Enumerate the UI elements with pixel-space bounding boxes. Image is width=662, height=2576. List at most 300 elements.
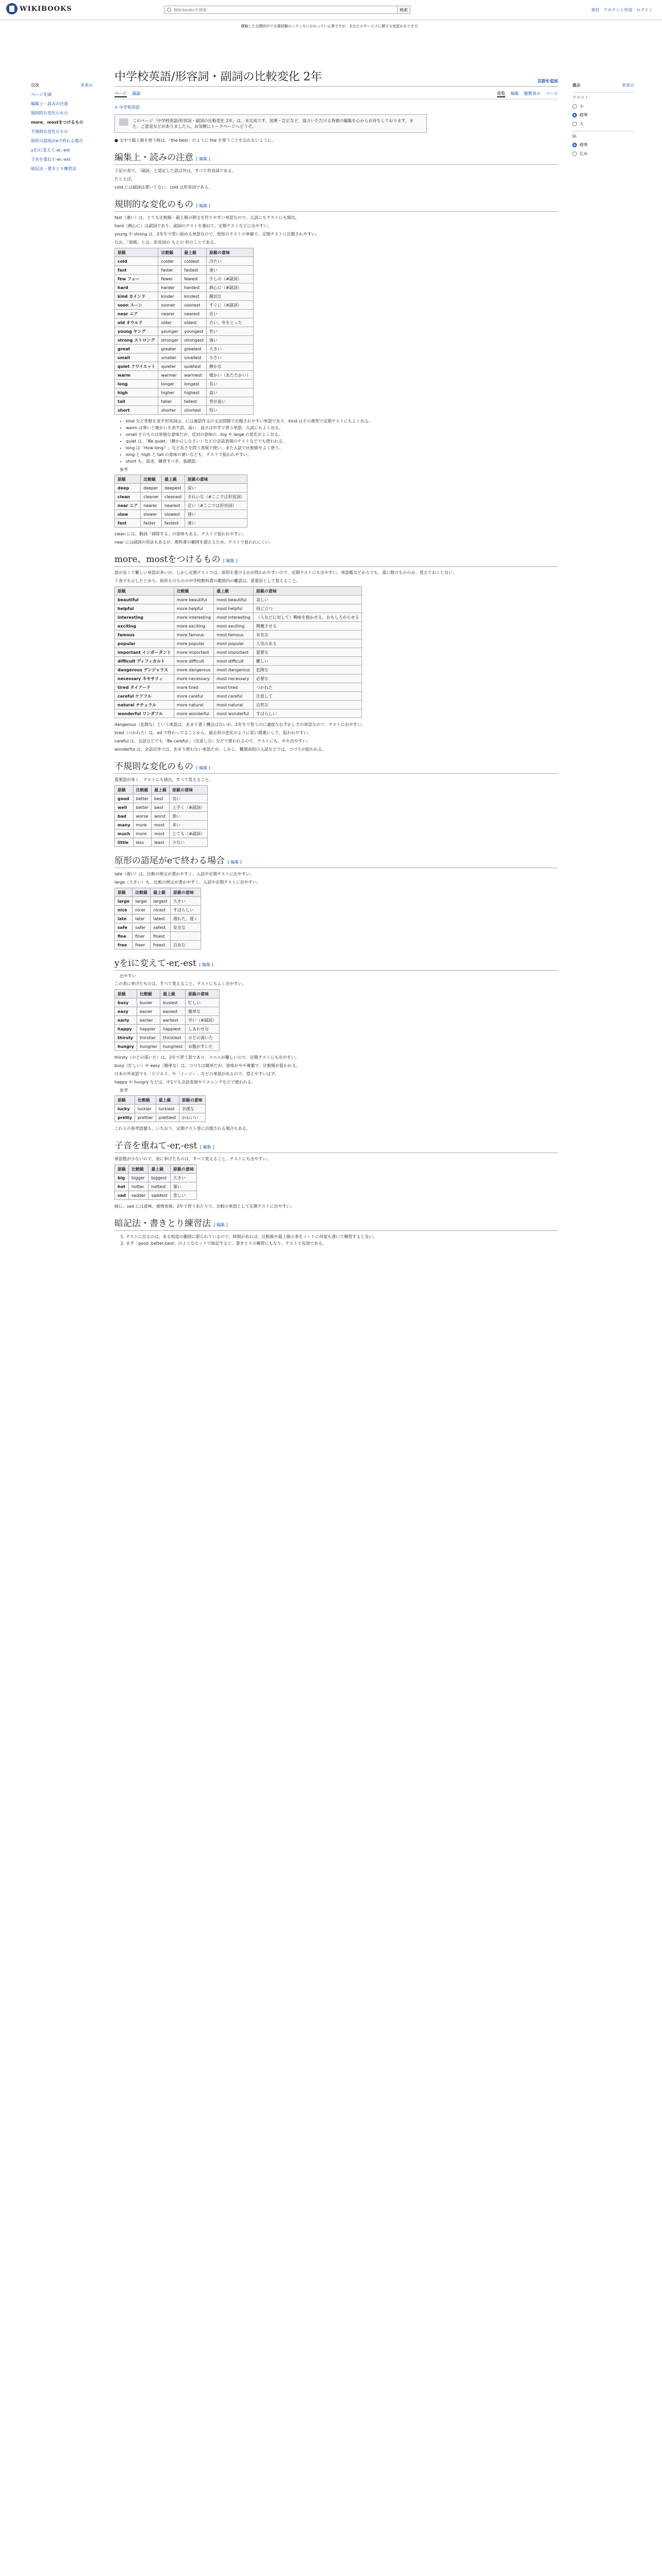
table-cell: 簡単な bbox=[186, 1007, 220, 1016]
table-row bbox=[115, 794, 208, 803]
table-cell: more bbox=[133, 821, 151, 829]
table-cell: earliest bbox=[160, 1016, 186, 1025]
table-cell: more careful bbox=[174, 692, 213, 701]
comparison-table bbox=[114, 1095, 206, 1122]
table-cell: fastest bbox=[181, 266, 207, 275]
table-cell: fast bbox=[115, 519, 141, 528]
table-row bbox=[115, 406, 254, 415]
column-header: 比較級 bbox=[135, 1096, 156, 1105]
edit-section-link[interactable]: [ 編集 ] bbox=[227, 860, 242, 865]
table-cell: 静かな bbox=[206, 362, 253, 371]
table-cell: late bbox=[115, 914, 133, 923]
table-row bbox=[115, 803, 208, 812]
table-cell: deeper bbox=[141, 484, 162, 493]
table-row bbox=[115, 327, 254, 336]
table-row bbox=[115, 829, 208, 838]
page-tabs bbox=[114, 91, 558, 99]
table-cell: しあわせな bbox=[186, 1025, 220, 1033]
table-cell: 冷たい bbox=[206, 257, 253, 266]
table-row bbox=[115, 622, 362, 631]
section-heading: 編集上・読みの注意 [ 編集 ] bbox=[114, 150, 558, 165]
radio-icon bbox=[572, 151, 577, 156]
column-header: 最上級 bbox=[181, 248, 207, 257]
table-row bbox=[115, 345, 254, 353]
section-heading: 暗記法・書きとり練習法 [ 編集 ] bbox=[114, 1216, 558, 1231]
table-cell: 短い bbox=[206, 406, 253, 415]
table-cell: 必要な bbox=[253, 674, 362, 683]
list-item: • long と high と tall の意味の違いなども、テストで狙われやすい。 bbox=[126, 451, 558, 458]
table-cell: warm bbox=[115, 371, 158, 380]
toc-item[interactable]: 規則的な変化のもの bbox=[31, 111, 68, 115]
table-cell: wonderful ワンダフル bbox=[115, 709, 174, 718]
table-cell: 良い bbox=[170, 794, 208, 803]
table-cell: oldest bbox=[181, 318, 207, 327]
table-cell: hotter bbox=[129, 1182, 148, 1191]
column-header: 比較級 bbox=[174, 587, 213, 596]
paragraph: happy や hungry などは、中1でも会話表現やリスニングなどで使われる。 bbox=[114, 1080, 256, 1084]
column-header: 原級の意味 bbox=[170, 1165, 196, 1174]
table-cell: better bbox=[133, 794, 151, 803]
table-cell: 人気のある bbox=[253, 639, 362, 648]
table-cell: short bbox=[115, 406, 158, 415]
table-cell: すばらしい bbox=[253, 709, 362, 718]
table-cell: （人などに対して）興味を抱かせる、おもしろがらせる bbox=[253, 613, 362, 622]
table-cell: safest bbox=[151, 923, 171, 932]
table-cell: natural ナチュラル bbox=[115, 701, 174, 709]
table-cell: とても（#副詞） bbox=[170, 829, 208, 838]
table-cell: slower bbox=[141, 510, 162, 519]
table-header-row bbox=[115, 248, 254, 257]
table-cell: hard bbox=[115, 283, 158, 292]
table-cell: hottest bbox=[148, 1182, 170, 1191]
table-cell: すぐに（#副詞） bbox=[206, 301, 253, 310]
table-cell: easier bbox=[137, 1007, 160, 1016]
table-cell: cold bbox=[115, 257, 158, 266]
table-cell: biggest bbox=[148, 1174, 170, 1182]
table-cell: longest bbox=[181, 380, 207, 388]
table-cell: hardest bbox=[181, 283, 207, 292]
list-item: • kind など性格を表す形容詞は、には連語作文の文法問題で出題されやすい単語であり、kind はその典型で定期テストにもよく出る。 bbox=[126, 418, 558, 425]
table-cell: nearest bbox=[181, 310, 207, 318]
table-cell: most natural bbox=[214, 701, 254, 709]
table-cell: worse bbox=[133, 812, 151, 821]
table-cell: most beautiful bbox=[214, 596, 254, 604]
text-size-standard[interactable]: 標準 bbox=[572, 112, 634, 118]
edit-section-link[interactable]: [ 編集 ] bbox=[196, 204, 210, 208]
table-header-row bbox=[115, 990, 220, 998]
paragraph: なお、「原級」とは、形容詞の もとの 形のことである。 bbox=[114, 240, 219, 245]
bullet-label: 参考 bbox=[120, 467, 128, 472]
toc-item[interactable]: 不規則な変化のもの bbox=[31, 129, 68, 134]
bullet-label: 出やすい bbox=[120, 974, 136, 978]
table-cell: youngest bbox=[181, 327, 207, 336]
column-header: 比較級 bbox=[137, 990, 160, 998]
table-cell: すばらしい bbox=[170, 906, 201, 914]
table-cell: sadder bbox=[129, 1191, 148, 1200]
site-logo[interactable] bbox=[6, 3, 72, 14]
table-cell: well bbox=[115, 803, 134, 812]
table-row bbox=[115, 648, 362, 657]
table-cell: quieter bbox=[158, 362, 181, 371]
table-cell: long bbox=[115, 380, 158, 388]
intro-text: ● 文中で最上級を使う時は、「the best」のように the を使うことを忘れないように。 bbox=[114, 138, 276, 143]
table-cell: more wonderful bbox=[174, 709, 213, 718]
table-cell: smaller bbox=[158, 353, 181, 362]
table-cell: 重要な bbox=[253, 648, 362, 657]
table-cell: best bbox=[152, 803, 170, 812]
paragraph: これらの参考語彙も、いちおう、定期テスト等に出題される場合もある。 bbox=[114, 1126, 251, 1131]
paragraph: late（遅い）は、比較の例文が書かやすく、入試や定期テストに出やすい。 bbox=[114, 872, 254, 876]
table-row bbox=[115, 336, 254, 345]
table-cell: more natural bbox=[174, 701, 213, 709]
column-header: 最上級 bbox=[148, 1165, 170, 1174]
list-item: • quiet は、「Be quiet」（静かにしなさい）などの会話表現のテストなどでも使われる。 bbox=[126, 438, 558, 445]
table-cell: nearer bbox=[141, 501, 162, 510]
table-cell: exciting bbox=[115, 622, 174, 631]
table-cell: strongest bbox=[181, 336, 207, 345]
appearance-panel bbox=[572, 82, 634, 160]
table-cell: deep bbox=[115, 484, 141, 493]
table-cell: most wonderful bbox=[214, 709, 254, 718]
table-cell: 幸運な bbox=[179, 1105, 205, 1113]
table-cell: later bbox=[133, 914, 151, 923]
table-cell: largest bbox=[151, 897, 171, 906]
section-heading: 規則的な変化のもの [ 編集 ] bbox=[114, 197, 558, 212]
table-cell: higher bbox=[158, 388, 181, 397]
list-item: • short も、前述、練習すべき、基礎語。 bbox=[126, 458, 558, 465]
table-cell: fine bbox=[115, 932, 133, 941]
table-cell: faster bbox=[158, 266, 181, 275]
table-of-contents bbox=[31, 82, 93, 175]
table-cell: 難しい bbox=[253, 657, 362, 666]
table-cell: 親切な bbox=[206, 292, 253, 301]
table-cell: bad bbox=[115, 812, 134, 821]
paragraph: busy（忙しい）や easy（簡単な）は、つづりは簡単だが、意味がやや複雑で、比較級が狙われる。 bbox=[114, 1063, 301, 1068]
column-header: 原級 bbox=[115, 1165, 129, 1174]
column-header: 最上級 bbox=[152, 786, 170, 794]
table-cell: busiest bbox=[160, 998, 186, 1007]
radio-icon bbox=[572, 122, 577, 126]
table-cell: 悪い bbox=[170, 812, 208, 821]
table-cell: fewer bbox=[158, 275, 181, 283]
table-cell: lucky bbox=[115, 1105, 135, 1113]
table-cell: famous bbox=[115, 631, 174, 639]
table-cell: coldest bbox=[181, 257, 207, 266]
table-cell: 大きい bbox=[206, 345, 253, 353]
table-cell: 早い（#副詞） bbox=[186, 1016, 220, 1025]
tab-history[interactable]: 履歴表示 bbox=[524, 91, 541, 96]
table-cell: harder bbox=[158, 283, 181, 292]
table-cell: nearer bbox=[158, 310, 181, 318]
paragraph: たとえば、 bbox=[114, 177, 135, 181]
login-link[interactable]: ログイン bbox=[636, 8, 653, 12]
table-cell: more necessary bbox=[174, 674, 213, 683]
edit-section-link[interactable]: [ 編集 ] bbox=[213, 1223, 228, 1227]
table-header-row bbox=[115, 888, 201, 897]
table-cell: safe bbox=[115, 923, 133, 932]
table-row bbox=[115, 906, 201, 914]
column-header: 原級の意味 bbox=[206, 248, 253, 257]
paragraph: 下記の表で、「副詞」と認定した語は外は、すべて形容詞である。 bbox=[114, 168, 236, 173]
table-cell: kindest bbox=[181, 292, 207, 301]
column-header: 比較級 bbox=[158, 248, 181, 257]
paragraph: young や strong は、2年生で習い始める単語なので、原形のテストの単確で、定期テストに出題されやすい。 bbox=[114, 232, 320, 236]
column-header: 原級の意味 bbox=[185, 475, 247, 484]
appearance-header: 非表示 表示 bbox=[572, 83, 634, 88]
table-row bbox=[115, 257, 254, 266]
table-row bbox=[115, 613, 362, 622]
table-cell: most interesting bbox=[214, 613, 254, 622]
table-cell: happier bbox=[137, 1025, 160, 1033]
edit-section-link[interactable]: [ 編集 ] bbox=[196, 157, 210, 161]
tab-edit[interactable]: 編集 bbox=[510, 91, 519, 96]
tab-discussion[interactable]: 議論 bbox=[131, 91, 140, 96]
paragraph: near には副詞の用法もあるが、教科書の範囲を超えるため、テストで狙われにくい。 bbox=[114, 540, 274, 545]
table-cell: fewest bbox=[181, 275, 207, 283]
search-icon bbox=[167, 8, 171, 12]
table-row bbox=[115, 941, 201, 950]
paragraph: cold には副詞は書いてない。cold は形容詞である。 bbox=[114, 185, 213, 190]
table-cell: faster bbox=[141, 519, 162, 528]
toc-item[interactable]: ページ先頭 bbox=[31, 92, 52, 97]
table-row bbox=[115, 283, 254, 292]
add-language-button[interactable]: 言語を追加 bbox=[537, 79, 558, 83]
paragraph: fast（速い）は、とても比較級・最上級の例文を作りやすい単語なので、入試にもテストにも頻出。 bbox=[114, 215, 300, 220]
section-heading: 不規則な変化のもの [ 編集 ] bbox=[114, 759, 558, 774]
edit-section-link[interactable]: [ 編集 ] bbox=[196, 766, 210, 770]
toc-item[interactable]: yをiに変えて-er,-est bbox=[31, 148, 70, 152]
column-header: 最上級 bbox=[156, 1096, 179, 1105]
table-cell: 安全な bbox=[170, 923, 201, 932]
table-cell: more tired bbox=[174, 683, 213, 692]
width-wide[interactable]: 広め bbox=[572, 151, 634, 157]
table-cell: 大きい bbox=[170, 897, 201, 906]
table-cell: busier bbox=[137, 998, 160, 1007]
table-cell: earlier bbox=[137, 1016, 160, 1025]
table-row bbox=[115, 812, 208, 821]
table-cell: necessary ネセサリィ bbox=[115, 674, 174, 683]
table-cell: best bbox=[152, 794, 170, 803]
table-cell: deepest bbox=[161, 484, 185, 493]
table-cell: 若い bbox=[206, 327, 253, 336]
table-cell: helpful bbox=[115, 604, 174, 613]
edit-section-link[interactable]: [ 編集 ] bbox=[199, 962, 213, 967]
table-cell: 深い bbox=[185, 484, 247, 493]
table-cell: slow bbox=[115, 510, 141, 519]
paragraph: thirsty（のどの渇いた）は、2年で習う語であり、スペルが難しいので、定期テストにも出やすい。 bbox=[114, 1055, 300, 1060]
page-title: 中学校英語/形容詞・副詞の比較変化 2年 bbox=[114, 68, 558, 87]
table-cell: greatest bbox=[181, 345, 207, 353]
table-cell: finest bbox=[151, 932, 171, 941]
table-cell: more helpful bbox=[174, 604, 213, 613]
list-item: • warm は寒いと暖かいを表す語、高い、高さは中学で習う単語、入試にもよく出る。 bbox=[126, 425, 558, 431]
width-standard[interactable]: 標準 bbox=[572, 142, 634, 148]
donate-link[interactable]: 寄付 bbox=[591, 8, 600, 12]
table-cell: easiest bbox=[160, 1007, 186, 1016]
text-size-large[interactable]: 大 bbox=[572, 121, 634, 127]
paragraph: careful は、会話などでも「Be careful.」（注意しな）などで使われるので、テストにも、やや出やすい。 bbox=[114, 739, 311, 743]
table-row bbox=[115, 596, 362, 604]
table-cell: more dangerous bbox=[174, 666, 213, 674]
table-cell: stronger bbox=[158, 336, 181, 345]
user-links bbox=[591, 7, 653, 13]
table-row bbox=[115, 493, 247, 501]
table-cell: young ヤング bbox=[115, 327, 158, 336]
table-cell: interesting bbox=[115, 613, 174, 622]
table-cell: luckier bbox=[135, 1105, 156, 1113]
paragraph: large（大きい）も、比較の例文が書かやすく、入試や定期テストに出やすい。 bbox=[114, 880, 261, 885]
table-cell: thirstier bbox=[137, 1033, 160, 1042]
table-cell: most bbox=[152, 829, 170, 838]
table-cell: hungrier bbox=[137, 1042, 160, 1051]
paragraph: 暗に、sad には意味、感情表現、2年で習うあたりで、比較の単語として定期テストに出やすい。 bbox=[114, 1204, 295, 1209]
table-row bbox=[115, 821, 208, 829]
table-cell: 強い bbox=[206, 336, 253, 345]
table-cell: prettier bbox=[135, 1113, 156, 1122]
table-cell: 注意して bbox=[253, 692, 362, 701]
comparison-table bbox=[114, 248, 254, 415]
practice-list bbox=[114, 1233, 558, 1247]
table-cell: kind カインド bbox=[115, 292, 158, 301]
table-cell: nearest bbox=[161, 501, 185, 510]
table-row bbox=[115, 510, 247, 519]
table-row bbox=[115, 501, 247, 510]
column-header: 原級の意味 bbox=[170, 888, 201, 897]
toc-item[interactable]: 子音を重ねて-er,-est bbox=[31, 157, 71, 162]
breadcrumb[interactable]: < 中学校英語 bbox=[114, 105, 140, 110]
table-row bbox=[115, 301, 254, 310]
table-cell: cleanest bbox=[161, 493, 185, 501]
table-cell: near ニア bbox=[115, 310, 158, 318]
column-header: 比較級 bbox=[133, 786, 151, 794]
table-cell: 暖かい（あたたかい） bbox=[206, 371, 253, 380]
table-cell: near ニア bbox=[115, 501, 141, 510]
table-header-row bbox=[115, 1165, 197, 1174]
table-cell: 自由な bbox=[170, 941, 201, 950]
table-cell: warmest bbox=[181, 371, 207, 380]
notice-text: このページ「中学校英語/形容詞・副詞の比較変化 2年」は、未完成です。加筆・訂正など、協力いただける皆様の編集を心からお待ちしております。また、ご意見などがありましたら、お気軽にトークページへどうぞ。 bbox=[133, 118, 413, 129]
table-cell: soonest bbox=[181, 301, 207, 310]
table-cell: cleaner bbox=[141, 493, 162, 501]
table-cell: free bbox=[115, 941, 133, 950]
table-cell: clean bbox=[115, 493, 141, 501]
table-cell: most dangerous bbox=[214, 666, 254, 674]
table-header-row bbox=[115, 475, 247, 484]
site-banner: 概略した目標的中で言葉経験のノウィキにかかっている事ですが、あなたのサービスに関する変更があります。 bbox=[241, 24, 421, 28]
bullet-label: 参考 bbox=[120, 1088, 128, 1093]
appearance-hide-button[interactable]: 非表示 bbox=[622, 83, 634, 88]
table-cell: つかれた bbox=[253, 683, 362, 692]
tab-tools[interactable]: ツール bbox=[545, 91, 558, 96]
table-cell: big bbox=[115, 1174, 129, 1182]
column-header: 原級 bbox=[115, 1096, 135, 1105]
search-input[interactable] bbox=[164, 6, 410, 14]
column-header: 原級の意味 bbox=[179, 1096, 205, 1105]
table-row bbox=[115, 897, 201, 906]
table-cell: 遅い bbox=[185, 510, 247, 519]
table-cell: 大きい bbox=[170, 1174, 196, 1182]
table-cell: fast bbox=[115, 266, 158, 275]
table-cell: most helpful bbox=[214, 604, 254, 613]
table-cell: many bbox=[115, 821, 134, 829]
table-header-row bbox=[115, 587, 362, 596]
table-cell: popular bbox=[115, 639, 174, 648]
toc-hide-button[interactable]: 非表示 bbox=[80, 83, 93, 88]
create-account-link[interactable]: アカウント作成 bbox=[603, 8, 633, 12]
column-header: 原級 bbox=[115, 990, 137, 998]
table-row bbox=[115, 371, 254, 380]
table-cell: thirsty bbox=[115, 1033, 137, 1042]
table-row bbox=[115, 666, 362, 674]
table-cell: nicest bbox=[151, 906, 171, 914]
table-cell: better bbox=[133, 803, 151, 812]
table-cell: 役に立つ bbox=[253, 604, 362, 613]
search-button[interactable]: 検索 bbox=[397, 6, 410, 14]
table-cell: safer bbox=[133, 923, 151, 932]
table-cell: 高い bbox=[206, 388, 253, 397]
table-row bbox=[115, 275, 254, 283]
tab-read[interactable]: 閲覧 bbox=[497, 91, 505, 97]
paragraph: 語が長くて難しい単語が多いが、しかし定期テストでは、原形を書けるかが問われやすいので、定期テストにも出やすい。単語帳などからでも、重に数けもののみ、覚えておくと良い。 bbox=[114, 570, 457, 575]
paragraph: clean には、動詞「掃除する」の意味もある。テストで狙われやすい。 bbox=[114, 532, 246, 536]
comparison-table bbox=[114, 785, 208, 847]
table-cell: more bbox=[133, 829, 151, 838]
search-placeholder: Wikibooksを検索 bbox=[174, 8, 207, 12]
table-row bbox=[115, 604, 362, 613]
tab-page[interactable]: ページ bbox=[114, 91, 127, 97]
text-size-small[interactable]: 小 bbox=[572, 104, 634, 109]
toc-item[interactable]: 暗記法・書きとり練習法 bbox=[31, 166, 76, 171]
table-cell: prettiest bbox=[156, 1113, 179, 1122]
table-cell: hungriest bbox=[160, 1042, 186, 1051]
table-cell: nicer bbox=[133, 906, 151, 914]
paragraph: 単語数が少ないので、表に挙げたものは、すべて覚えること。テストにも出やすい。 bbox=[114, 1157, 271, 1161]
table-cell: 忙しい bbox=[186, 998, 220, 1007]
toc-item[interactable]: 原形の語尾がeで終わる場合 bbox=[31, 139, 83, 143]
edit-section-link[interactable]: [ 編集 ] bbox=[200, 1145, 214, 1149]
table-row bbox=[115, 397, 254, 406]
table-cell: worst bbox=[152, 812, 170, 821]
stub-notice bbox=[114, 114, 427, 133]
table-cell: quiet クワイエット bbox=[115, 362, 158, 371]
table-cell: 自然な bbox=[253, 701, 362, 709]
column-header: 比較級 bbox=[129, 1165, 148, 1174]
table-cell: great bbox=[115, 345, 158, 353]
table-row bbox=[115, 1016, 220, 1025]
table-cell: strong ストロング bbox=[115, 336, 158, 345]
table-cell: 多い bbox=[170, 821, 208, 829]
table-cell: 美しい bbox=[253, 596, 362, 604]
table-cell: dangerous デンジャラス bbox=[115, 666, 174, 674]
table-cell: saddest bbox=[148, 1191, 170, 1200]
toc-item[interactable]: more、mostをつけるもの bbox=[31, 120, 84, 125]
table-cell: 速い bbox=[185, 519, 247, 528]
table-cell: pretty bbox=[115, 1113, 135, 1122]
table-cell: most bbox=[152, 821, 170, 829]
table-row bbox=[115, 1025, 220, 1033]
table-cell: 熱心に（#副詞） bbox=[206, 283, 253, 292]
toc-item[interactable]: 編集上・読みの注意 bbox=[31, 101, 68, 106]
table-row bbox=[115, 692, 362, 701]
paragraph: hard（熱心に）は副詞であり、副詞のテストを兼ねて、定期テストなどに出やすい。 bbox=[114, 224, 272, 228]
table-cell: larger bbox=[133, 897, 151, 906]
table-cell: taller bbox=[158, 397, 181, 406]
table-row bbox=[115, 657, 362, 666]
table-row bbox=[115, 639, 362, 648]
table-cell: 近い（#ここでは形容詞） bbox=[185, 501, 247, 510]
paragraph: tired（つかれた）は、ed で終わってることから、過去形の変化のように思い間違いして、狙われやすい。 bbox=[114, 731, 312, 735]
edit-section-link[interactable]: [ 編集 ] bbox=[223, 558, 238, 563]
